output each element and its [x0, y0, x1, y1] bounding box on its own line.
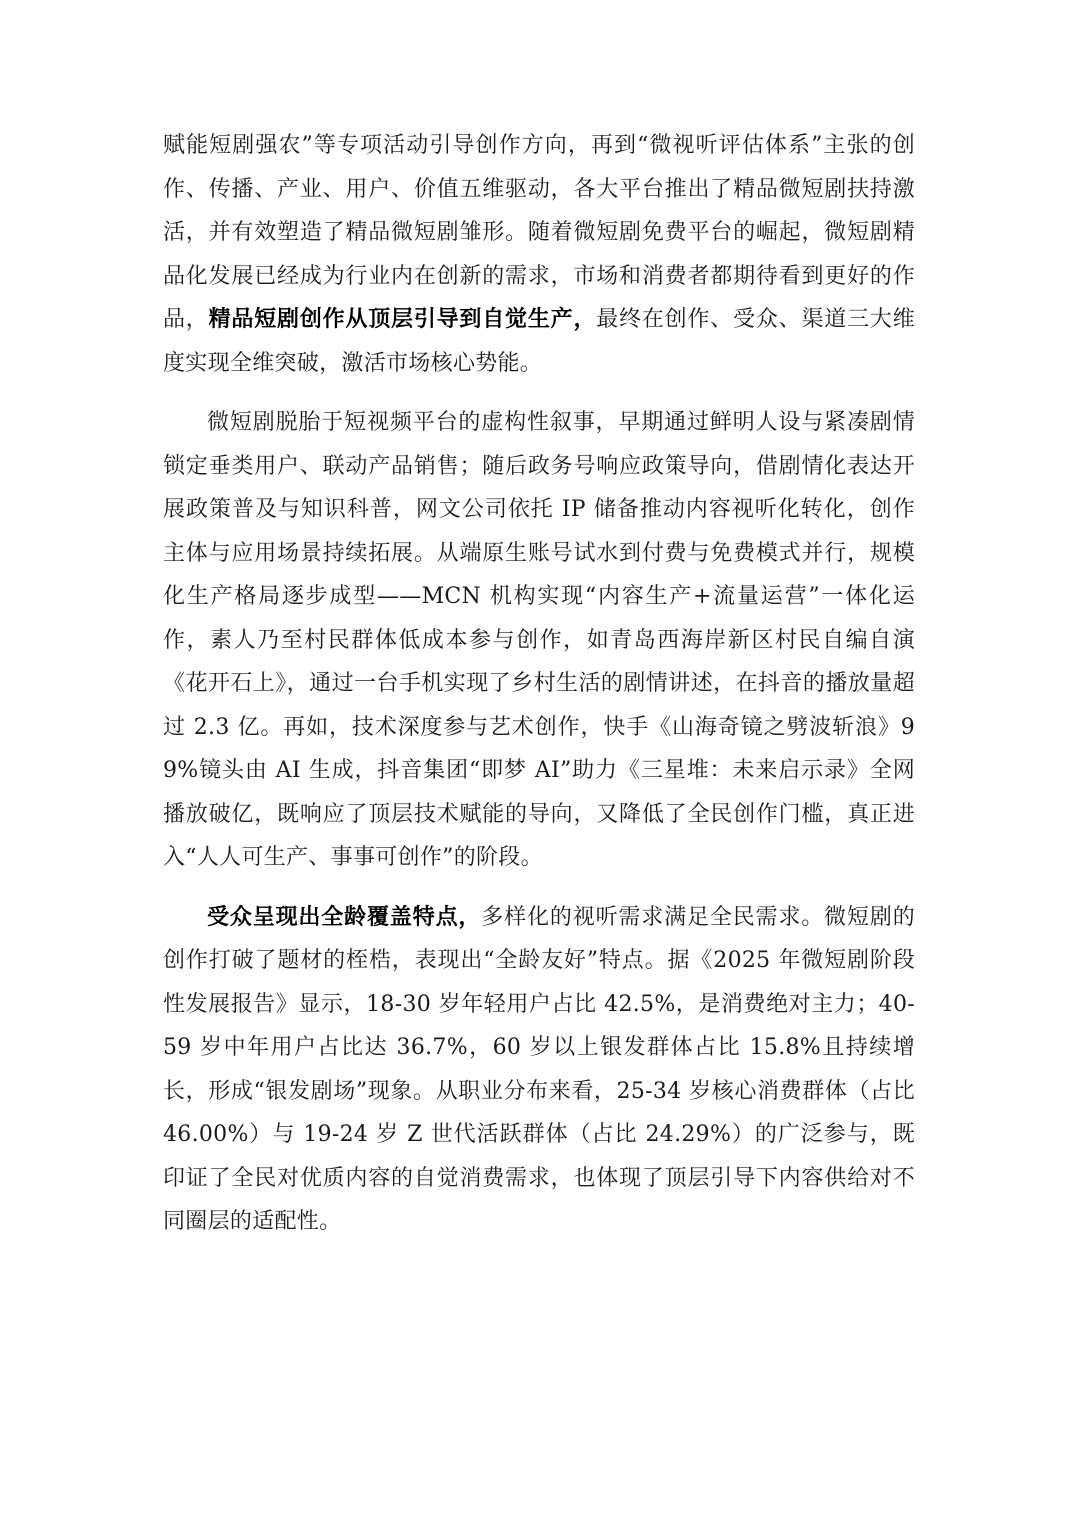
bold-emphasis: 精品短剧创作从顶层引导到自觉生产，: [208, 306, 597, 332]
paragraph-text: 赋能短剧强农”等专项活动引导创作方向，再到“微视听评估体系”主张的创作、传播、产业、用户、价值五维驱动，各大平台推出了精品微短剧扶持激活，并有效塑造了精品微短剧雏形。随着微短剧免费平台的崛起，微短剧精品化发展已经成为行业内在创新的需求，市场和消费者都期待看到更好的作品，: [163, 133, 915, 332]
bold-emphasis: 受众呈现出全龄覆盖特点，: [207, 903, 482, 930]
paragraph-text: 多样化的视听需求满足全民需求。微短剧的创作打破了题材的桎梏，表现出“全龄友好”特点。据《2025 年微短剧阶段性发展报告》显示，18-30 岁年轻用户占比 42.5%，是消费绝对主力；40-59 岁中年用户占比达 36.7%，60 岁以上银发群体占比 15.8%且持续增长，形成“银发剧场”现象。从职业分布来看，25-34 岁核心消费群体（占比 46.00%）与 19-24 岁 Z 世代活跃群体（占比 24.29%）的广泛参与，既印证了全民对优质内容的自觉消费需求，也体现了顶层引导下内容供给对不同圈层的适配性。: [163, 904, 915, 1234]
paragraph-text: 微短剧脱胎于短视频平台的虚构性叙事，早期通过鲜明人设与紧凑剧情锁定垂类用户、联动产品销售；随后政务号响应政策导向，借剧情化表达开展政策普及与知识科普，网文公司依托 IP 储备推动内容视听化转化，创作主体与应用场景持续拓展。从端原生账号试水到付费与免费模式并行，规模化生产格局逐步成型——MCN 机构实现“内容生产+流量运营”一体化运作，素人乃至村民群体低成本参与创作，如青岛西海岸新区村民自编自演《花开石上》，通过一台手机实现了乡村生活的剧情讲述，在抖音的播放量超过 2.3 亿。再如，技术深度参与艺术创作，快手《山海奇镜之劈波斩浪》99%镜头由 AI 生成，抖音集团“即梦 AI”助力《三星堆：未来启示录》全网播放破亿，既响应了顶层技术赋能的导向，又降低了全民创作门槛，真正进入“人人可生产、事事可创作”的阶段。: [163, 410, 915, 870]
paragraph-3: [163, 896, 915, 1244]
paragraph-1: [163, 124, 915, 385]
paragraph-text: 最终在创作、受众、渠道三大维度实现全维突破，激活市场核心势能。: [163, 307, 915, 376]
body-text: [163, 124, 915, 1260]
paragraph-2: [163, 401, 915, 880]
